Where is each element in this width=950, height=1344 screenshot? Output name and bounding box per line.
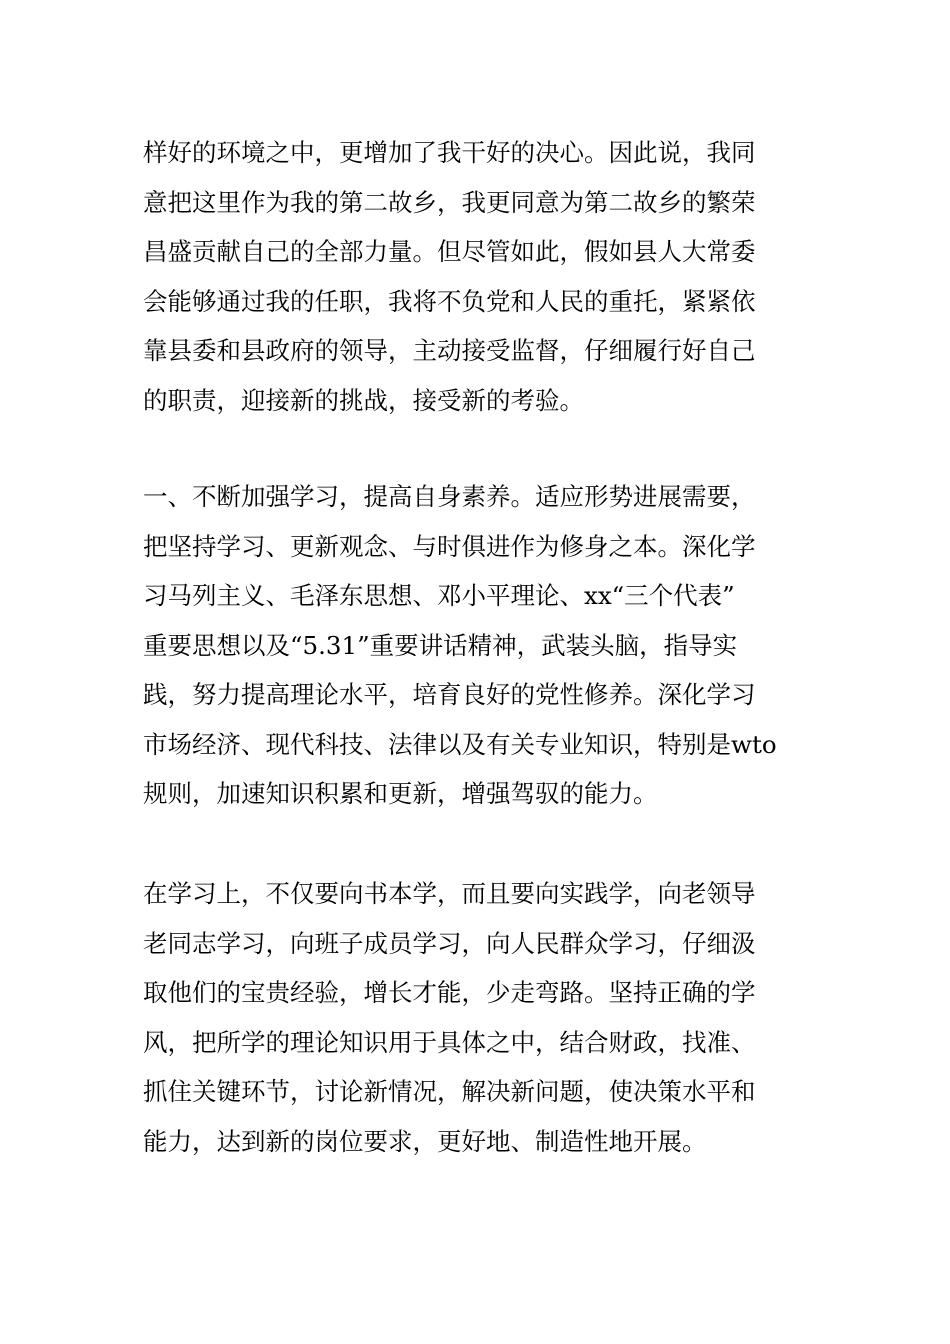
paragraph-line: 昌盛贡献自己的全部力量。但尽管如此，假如县人大常委 [143,237,756,266]
paragraph-line: 抓住关键环节，讨论新情况，解决新问题，使决策水平和 [143,1077,756,1106]
paragraph-1 [143,128,823,425]
paragraph-line: 取他们的宝贵经验，增长才能，少走弯路。坚持正确的学 [143,978,756,1007]
paragraph-line: 重要思想以及“5.31”重要讲话精神，武装头脑，指导实 [143,630,738,660]
paragraph-line: 把坚持学习、更新观念、与时俱进作为修身之本。深化学 [143,531,756,561]
paragraph-line: 靠县委和县政府的领导，主动接受监督，仔细履行好自己 [143,336,756,365]
paragraph-line: 能力，达到新的岗位要求，更好地、制造性地开展。 [143,1126,707,1156]
paragraph-line: 的职责，迎接新的挑战，接受新的考验。 [143,385,584,415]
paragraph-line: 老同志学习，向班子成员学习，向人民群众学习，仔细汲 [143,928,756,958]
paragraph-line: 在学习上，不仅要向书本学，而且要向实践学，向老领导 [143,879,756,908]
paragraph-line: 市场经济、现代科技、法律以及有关专业知识，特别是wto [143,729,777,759]
paragraph-line: 会能够通过我的任职，我将不负党和人民的重托，紧紧依 [143,286,756,316]
paragraph-line: 一、不断加强学习，提高自身素养。适应形势进展需要， [143,482,756,511]
paragraph-line: 习马列主义、毛泽东思想、邓小平理论、xx“三个代表” [143,581,735,610]
paragraph-line: 样好的环境之中，更增加了我干好的决心。因此说，我同 [143,138,756,167]
paragraph-line: 践，努力提高理论水平，培育良好的党性修养。深化学习 [143,680,756,709]
paragraph-line: 风，把所学的理论知识用于具体之中，结合财政，找准、 [143,1027,756,1057]
paragraph-2 [143,472,823,819]
paragraph-line: 意把这里作为我的第二故乡，我更同意为第二故乡的繁荣 [143,187,756,217]
paragraph-3 [143,869,823,1166]
paragraph-line: 规则，加速知识积累和更新，增强驾驭的能力。 [143,779,658,808]
